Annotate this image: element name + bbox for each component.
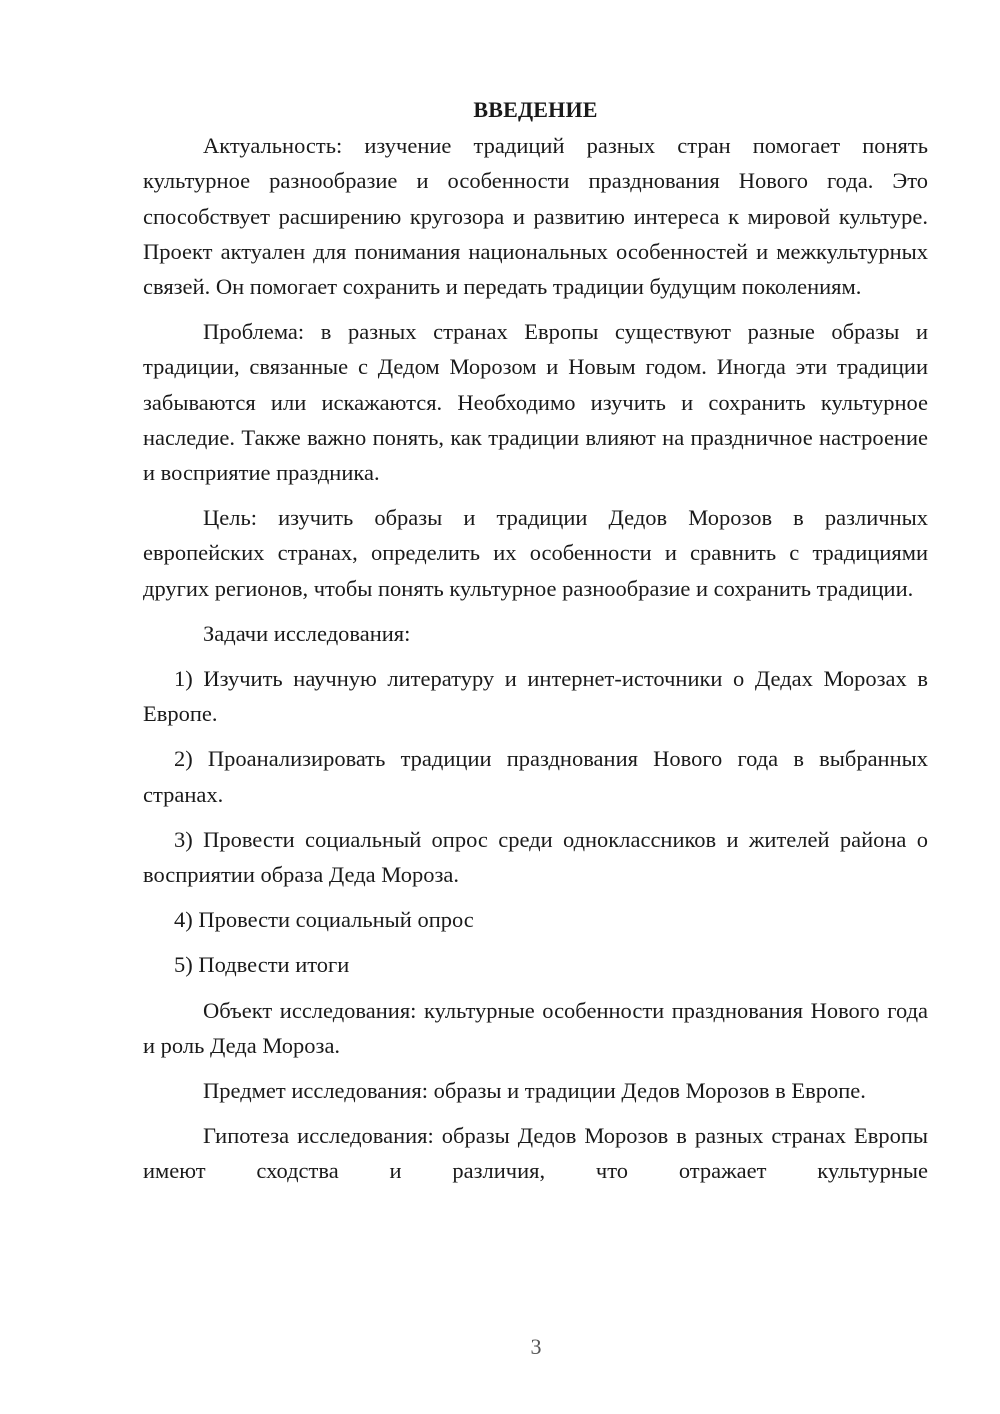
task-item: 5) Подвести итоги [174, 952, 350, 978]
page-body [143, 92, 928, 1199]
task-item: 1) Изучить научную литературу и интернет-источники о Дедах Морозах в Европе. [143, 666, 928, 727]
task-item: 2) Проанализировать традиции празднования Нового года в выбранных странах. [143, 746, 928, 807]
task-item: 3) Провести социальный опрос среди одноклассников и жителей района о восприятии образа Деда Мороза. [143, 826, 928, 888]
page-number: 3 [530, 1334, 542, 1359]
object-paragraph: Объект исследования: культурные особенности празднования Нового года и роль Деда Мороза. [143, 997, 928, 1058]
problem-paragraph: Проблема: в разных странах Европы существуют разные образы и традиции, связанные с Дедом Морозом и Новым годом. Иногда эти традиции забываются или искажаются. Необходимо изучить и сохранить культурное наследие. Также важно понять, как традиции влияют на праздничное настроение и восприятие праздника. [143, 319, 928, 486]
hypothesis-paragraph: Гипотеза исследования: образы Дедов Морозов в разных странах Европы имеют сходства и различия, что отражает культурные [143, 1123, 928, 1184]
task-item: 4) Провести социальный опрос [174, 907, 474, 933]
section-title: ВВЕДЕНИЕ [473, 97, 598, 122]
relevance-paragraph: Актуальность: изучение традиций разных стран помогает понять культурное разнообразие и особенности празднования Нового года. Это способствует расширению кругозора и развитию интереса к мировой культуре. Проект актуален для понимания национальных особенностей и межкультурных связей. Он помогает сохранить и передать традиции будущим поколениям. [143, 133, 928, 300]
goal-paragraph: Цель: изучить образы и традиции Дедов Морозов в различных европейских странах, определить их особенности и сравнить с традициями других регионов, чтобы понять культурное разнообразие и сохранить традиции. [143, 505, 928, 601]
tasks-heading: Задачи исследования: [203, 620, 411, 646]
subject-paragraph: Предмет исследования: образы и традиции Дедов Морозов в Европе. [203, 1078, 866, 1104]
